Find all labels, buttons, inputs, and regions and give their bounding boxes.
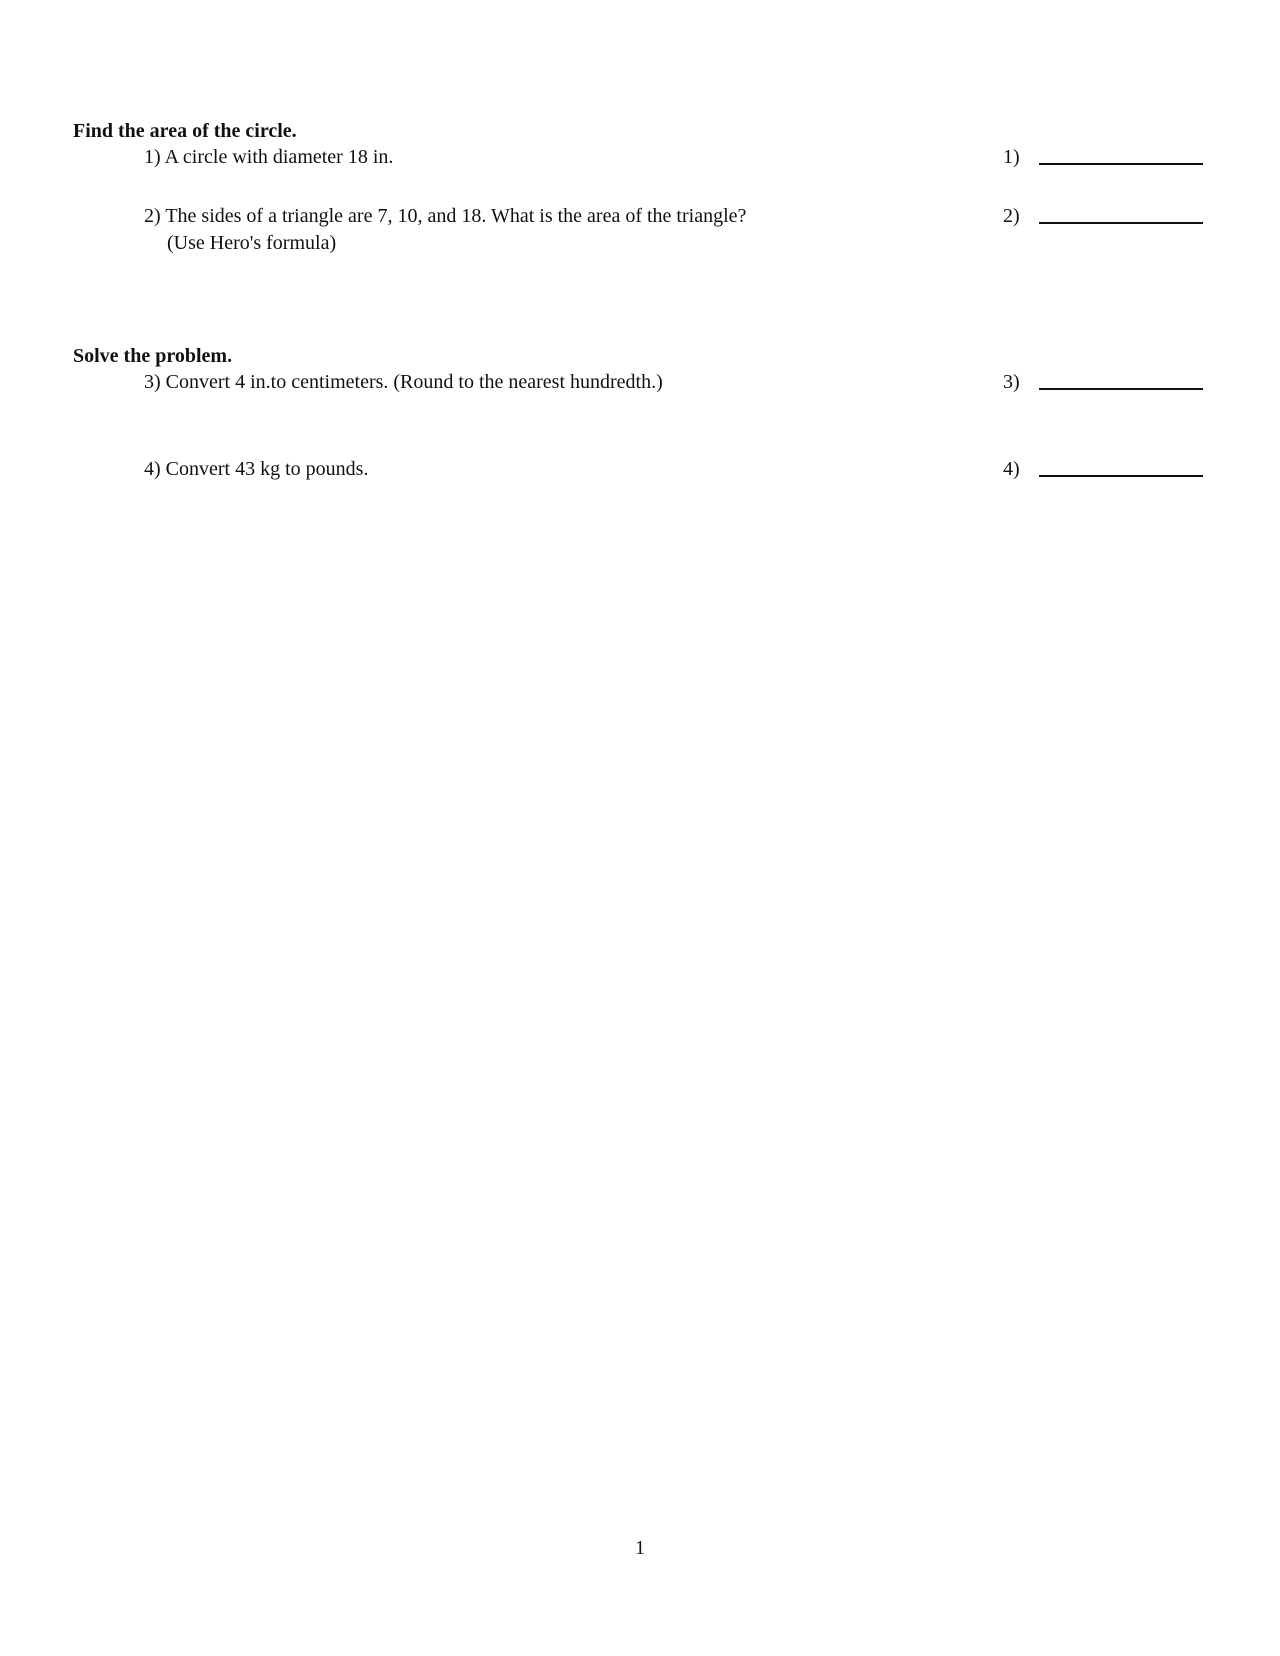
- question-4-number: 4): [144, 458, 161, 480]
- question-3: [144, 369, 844, 396]
- answer-3-line[interactable]: [1039, 388, 1203, 390]
- answer-4-line[interactable]: [1039, 475, 1203, 477]
- question-1-number: 1): [144, 146, 161, 168]
- answer-1-line[interactable]: [1039, 163, 1203, 165]
- answer-blank-4[interactable]: [1003, 456, 1203, 483]
- question-2-text: The sides of a triangle are 7, 10, and 18. What is the area of the triangle?: [165, 205, 747, 227]
- question-1: [144, 144, 844, 171]
- answer-4-label: 4): [1003, 458, 1020, 480]
- question-4-text: Convert 43 kg to pounds.: [165, 458, 369, 480]
- answer-2-line[interactable]: [1039, 222, 1203, 224]
- section-heading-area-of-circle: Find the area of the circle.: [73, 120, 297, 142]
- answer-blank-3[interactable]: [1003, 369, 1203, 396]
- section-heading-solve-problem: Solve the problem.: [73, 345, 233, 367]
- question-2: [144, 203, 844, 257]
- question-4: [144, 456, 844, 483]
- answer-2-label: 2): [1003, 205, 1020, 227]
- page-number: 1: [635, 1537, 645, 1559]
- question-2-text-line2: (Use Hero's formula): [167, 232, 337, 254]
- question-2-number: 2): [144, 205, 161, 227]
- answer-blank-1[interactable]: [1003, 144, 1203, 171]
- question-1-text: A circle with diameter 18 in.: [164, 146, 394, 168]
- answer-blank-2[interactable]: [1003, 203, 1203, 230]
- question-3-text: Convert 4 in.to centimeters. (Round to the nearest hundredth.): [165, 371, 663, 393]
- answer-3-label: 3): [1003, 371, 1020, 393]
- question-3-number: 3): [144, 371, 161, 393]
- answer-1-label: 1): [1003, 146, 1020, 168]
